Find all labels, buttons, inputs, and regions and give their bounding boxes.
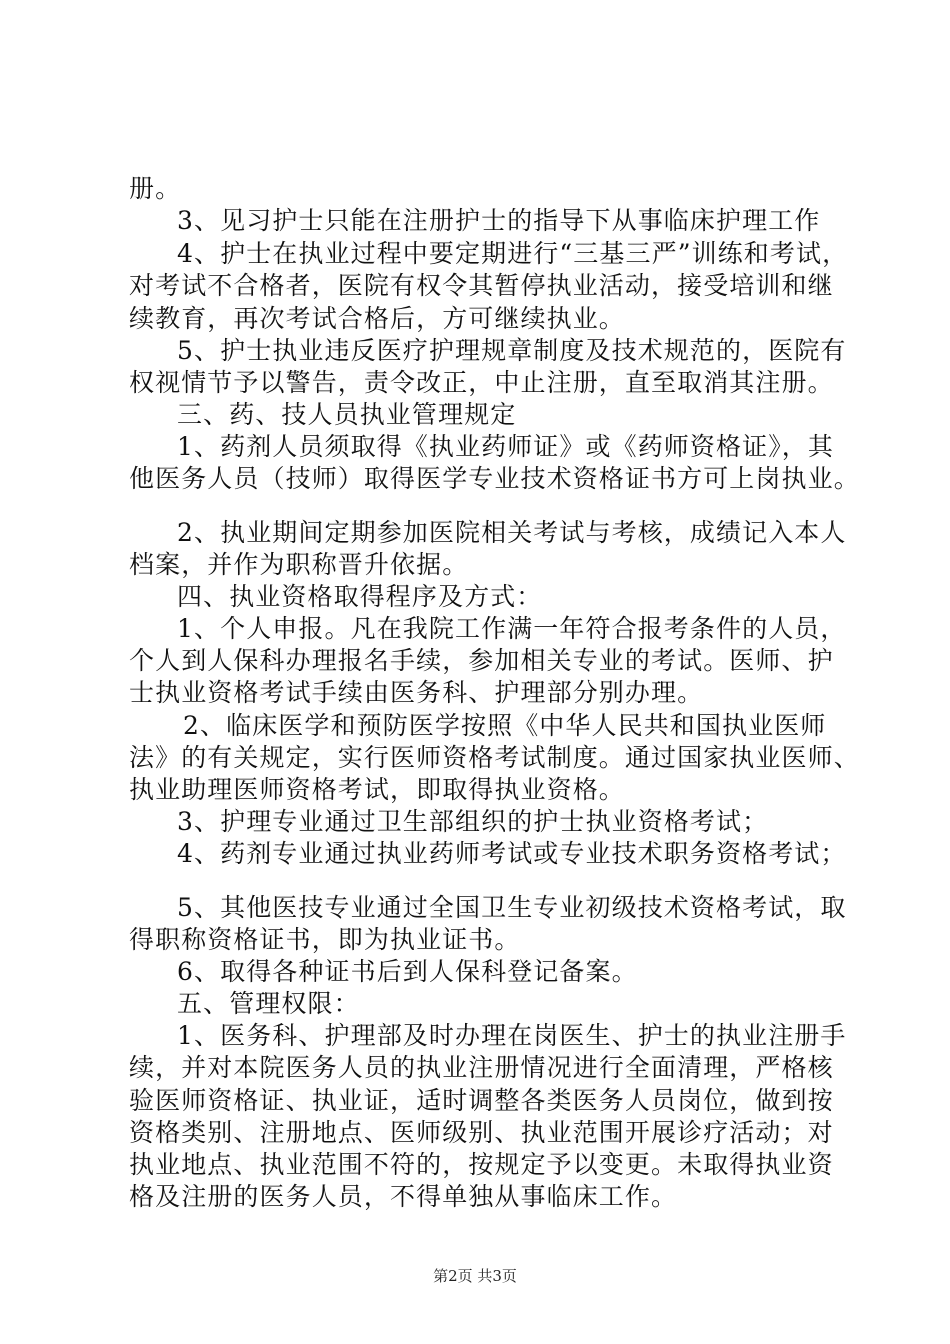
section-heading: 三、药、技人员执业管理规定 bbox=[177, 400, 517, 429]
text-line: 士执业资格考试手续由医务科、护理部分别办理。 bbox=[129, 678, 704, 707]
text-line: 1、个人申报。凡在我院工作满一年符合报考条件的人员， bbox=[177, 614, 847, 643]
text-line: 资格类别、注册地点、医师级别、执业范围开展诊疗活动；对 bbox=[129, 1118, 834, 1147]
text-line: 2、执业期间定期参加医院相关考试与考核，成绩记入本人 bbox=[177, 518, 847, 547]
text-line: 档案，并作为职称晋升依据。 bbox=[129, 550, 469, 579]
text-line: 格及注册的医务人员，不得单独从事临床工作。 bbox=[129, 1182, 678, 1211]
text-line: 个人到人保科办理报名手续，参加相关专业的考试。医师、护 bbox=[129, 646, 834, 675]
section-heading: 五、管理权限： bbox=[177, 989, 360, 1018]
page-number-footer: 第2页 共3页 bbox=[433, 1267, 517, 1285]
text-line: 验医师资格证、执业证，适时调整各类医务人员岗位，做到按 bbox=[129, 1086, 834, 1115]
text-line: 6、取得各种证书后到人保科登记备案。 bbox=[177, 957, 638, 986]
text-line: 得职称资格证书，即为执业证书。 bbox=[129, 925, 521, 954]
text-line: 2、临床医学和预防医学按照《中华人民共和国执业医师 bbox=[183, 711, 827, 740]
text-line: 4、药剂专业通过执业药师考试或专业技术职务资格考试； bbox=[177, 839, 847, 868]
text-line: 法》的有关规定，实行医师资格考试制度。通过国家执业医师、 bbox=[129, 743, 860, 772]
text-line: 3、见习护士只能在注册护士的指导下从事临床护理工作 bbox=[177, 206, 821, 235]
text-line: 对考试不合格者，医院有权令其暂停执业活动，接受培训和继 bbox=[129, 271, 834, 300]
text-line: 权视情节予以警告，责令改正，中止注册，直至取消其注册。 bbox=[129, 368, 834, 397]
text-line: 1、医务科、护理部及时办理在岗医生、护士的执业注册手 bbox=[177, 1021, 847, 1050]
text-line: 执业地点、执业范围不符的，按规定予以变更。未取得执业资 bbox=[129, 1150, 834, 1179]
text-line: 续，并对本院医务人员的执业注册情况进行全面清理，严格核 bbox=[129, 1053, 834, 1082]
text-line: 5、其他医技专业通过全国卫生专业初级技术资格考试，取 bbox=[177, 893, 847, 922]
text-line: 执业助理医师资格考试，即取得执业资格。 bbox=[129, 775, 625, 804]
text-line: 他医务人员（技师）取得医学专业技术资格证书方可上岗执业。 bbox=[129, 464, 860, 493]
text-line: 4、护士在执业过程中要定期进行“三基三严”训练和考试， bbox=[177, 239, 849, 268]
text-line: 续教育，再次考试合格后，方可继续执业。 bbox=[129, 304, 625, 333]
text-line: 册。 bbox=[129, 174, 182, 203]
text-line: 5、护士执业违反医疗护理规章制度及技术规范的，医院有 bbox=[177, 336, 847, 365]
text-line: 3、护理专业通过卫生部组织的护士执业资格考试； bbox=[177, 807, 769, 836]
section-heading: 四、执业资格取得程序及方式： bbox=[177, 582, 543, 611]
text-line: 1、药剂人员须取得《执业药师证》或《药师资格证》，其 bbox=[177, 432, 835, 461]
